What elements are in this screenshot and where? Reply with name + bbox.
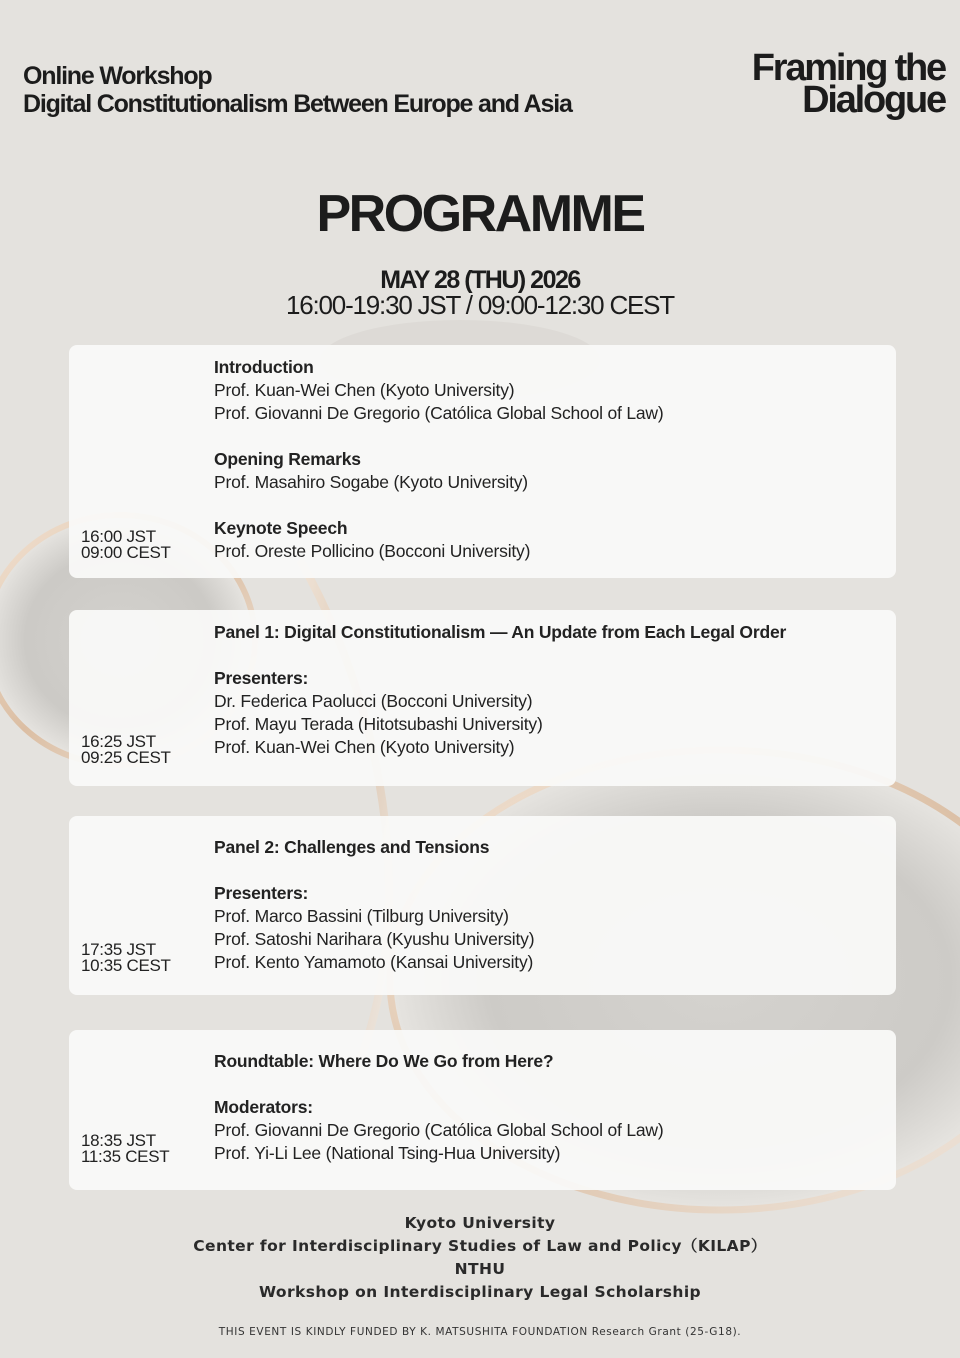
session-time bbox=[81, 942, 171, 974]
role-label: Presenters: bbox=[214, 883, 309, 903]
workshop-header bbox=[23, 62, 572, 118]
speaker: Prof. Kento Yamamoto (Kansai University) bbox=[214, 952, 534, 972]
speaker: Dr. Federica Paolucci (Bocconi University) bbox=[214, 691, 533, 711]
workshop-type: Online Workshop bbox=[23, 62, 212, 90]
page-title: PROGRAMME bbox=[316, 185, 644, 243]
speaker: Prof. Masahiro Sogabe (Kyoto University) bbox=[214, 472, 528, 492]
workshop-title: Digital Constitutionalism Between Europe and Asia bbox=[23, 90, 572, 118]
speaker: Prof. Kuan-Wei Chen (Kyoto University) bbox=[214, 737, 515, 757]
organizer-4: Workshop on Interdisciplinary Legal Scholarship bbox=[258, 1283, 702, 1301]
speaker: Prof. Yi-Li Lee (National Tsing-Hua University) bbox=[214, 1143, 561, 1163]
speaker: Prof. Satoshi Narihara (Kyushu University) bbox=[214, 929, 535, 949]
block-heading: Keynote Speech bbox=[214, 518, 348, 538]
session-details bbox=[214, 836, 876, 974]
session-details bbox=[214, 621, 876, 759]
time-jst: 17:35 JST bbox=[81, 940, 156, 959]
funding-note: THIS EVENT IS KINDLY FUNDED BY K. MATSUSHITA FOUNDATION Research Grant (25-G18). bbox=[218, 1326, 742, 1338]
speaker: Prof. Mayu Terada (Hitotsubashi University) bbox=[214, 714, 543, 734]
session-card-opening bbox=[69, 345, 896, 578]
brand-line-2: Dialogue bbox=[802, 79, 945, 121]
session-title: Panel 1: Digital Constitutionalism — An Update from Each Legal Order bbox=[214, 622, 787, 642]
speaker: Prof. Marco Bassini (Tilburg University) bbox=[214, 906, 509, 926]
time-cest: 09:25 CEST bbox=[81, 748, 171, 767]
time-jst: 16:25 JST bbox=[81, 732, 156, 751]
block-heading: Introduction bbox=[214, 357, 314, 377]
session-time bbox=[81, 529, 171, 561]
speaker: Prof. Giovanni De Gregorio (Católica Global School of Law) bbox=[214, 1120, 664, 1140]
speaker: Prof. Giovanni De Gregorio (Católica Global School of Law) bbox=[214, 403, 664, 423]
time-jst: 18:35 JST bbox=[81, 1131, 156, 1150]
session-time bbox=[81, 1133, 169, 1165]
brand-line-1: Framing the bbox=[751, 47, 945, 89]
brand-logo bbox=[751, 47, 945, 121]
session-title: Panel 2: Challenges and Tensions bbox=[214, 837, 490, 857]
role-label: Moderators: bbox=[214, 1097, 313, 1117]
speaker: Prof. Oreste Pollicino (Bocconi University) bbox=[214, 541, 531, 561]
organizers bbox=[0, 1212, 960, 1304]
time-cest: 10:35 CEST bbox=[81, 956, 171, 975]
event-time: 16:00-19:30 JST / 09:00-12:30 CEST bbox=[286, 290, 674, 320]
time-cest: 09:00 CEST bbox=[81, 543, 171, 562]
session-card-roundtable bbox=[69, 1030, 896, 1190]
organizer-2: Center for Interdisciplinary Studies of Law and Policy（KILAP） bbox=[193, 1237, 767, 1255]
event-date: MAY 28 (THU) 2026 bbox=[380, 266, 580, 294]
session-card-panel-2 bbox=[69, 816, 896, 995]
organizer-1: Kyoto University bbox=[404, 1214, 556, 1232]
time-cest: 11:35 CEST bbox=[81, 1147, 170, 1166]
session-title: Roundtable: Where Do We Go from Here? bbox=[214, 1051, 554, 1071]
speaker: Prof. Kuan-Wei Chen (Kyoto University) bbox=[214, 380, 515, 400]
session-card-panel-1 bbox=[69, 610, 896, 786]
role-label: Presenters: bbox=[214, 668, 309, 688]
block-heading: Opening Remarks bbox=[214, 449, 361, 469]
session-time bbox=[81, 734, 171, 766]
organizer-3: NTHU bbox=[454, 1260, 506, 1278]
session-details bbox=[214, 1050, 876, 1165]
session-details bbox=[214, 356, 876, 563]
time-jst: 16:00 JST bbox=[81, 527, 156, 546]
